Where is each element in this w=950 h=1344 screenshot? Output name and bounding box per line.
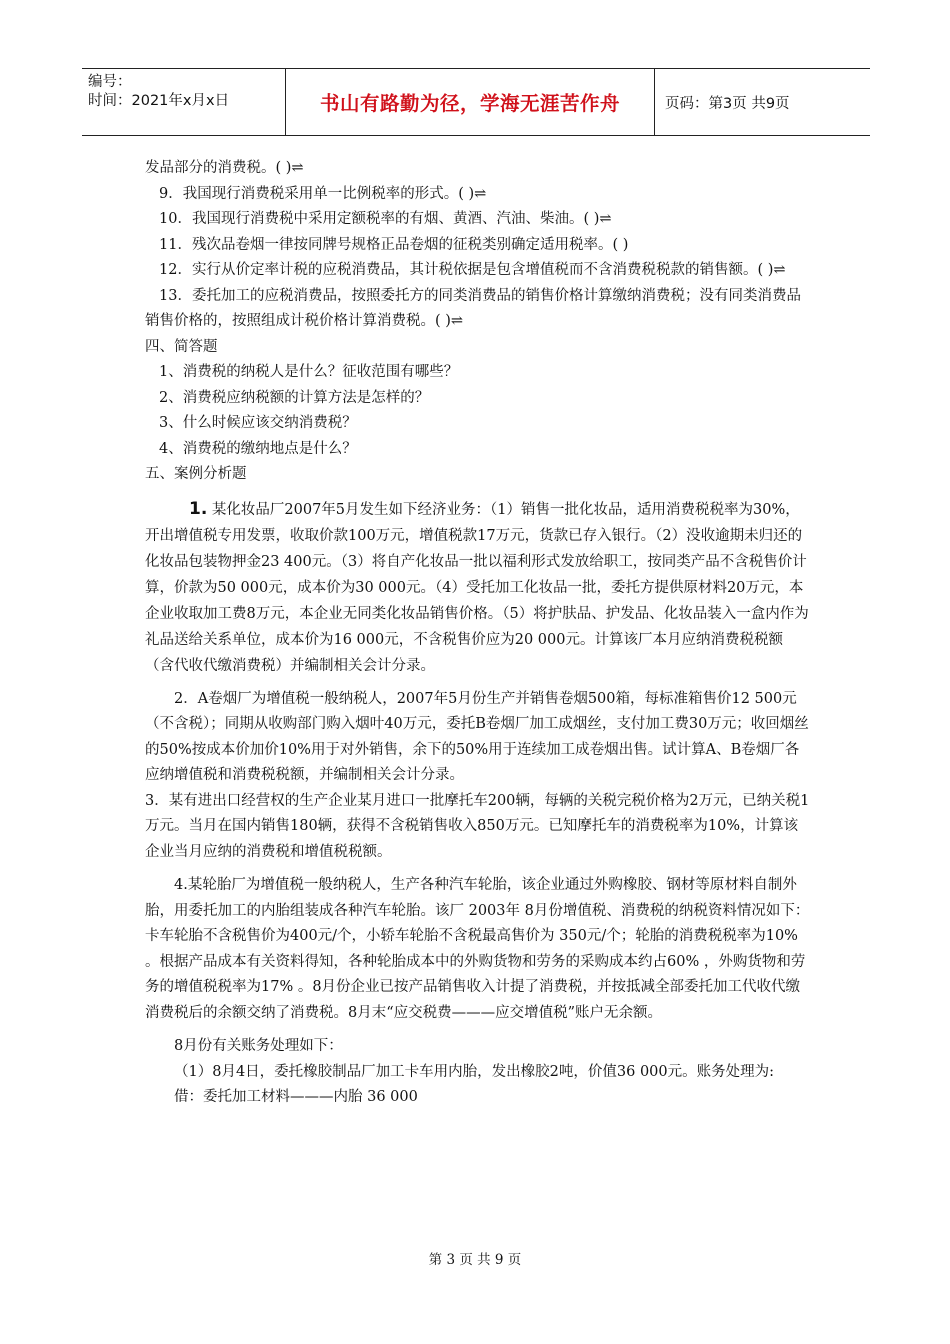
- question-item: 4、消费税的缴纳地点是什么？: [159, 440, 357, 457]
- document-body: [145, 156, 810, 1111]
- case-1: [145, 496, 810, 679]
- august-entry-1: （1）8月4日，委托橡胶制品厂加工卡车用内胎，发出橡胶2吨，价值36 000元。账务处理为:: [174, 1063, 775, 1080]
- true-false-item-12: 12．实行从价定率计税的应税消费品，其计税依据是包含增值税而不含消费税税款的销售额。( )⇌: [159, 262, 786, 278]
- page-header: [82, 68, 870, 136]
- journal-entry-debit: 借：委托加工材料———内胎 36 000: [174, 1089, 418, 1105]
- august-entries-title: 8月份有关账务处理如下：: [174, 1038, 343, 1054]
- section-title-case-analysis: 五、案例分析题: [145, 466, 247, 482]
- case-1-text: 某化妆品厂2007年5月发生如下经济业务：（1）销售一批化妆品，适用消费税税率为30%，开出增值税专用发票，收取价款100万元，增值税款17万元，货款已存入银行。（2）没收逾期未归还的化妆品包装物押金23 400元。（3）将自产化妆品一批以福利形式发放给职工，按同类产品不含税售价计算，价款为50 000元，成本价为30 000元。（4）受托加工化妆品一批，委托方提供原材料20万元，本企业收取加工费8万元，本企业无同类化妆品销售价格。（5）将护肤品、护发品、化妆品装入一盒内作为礼品送给关系单位，成本价为16 000元，不含税售价应为20 000元。计算该厂本月应纳消费税税额（含代收代缴消费税）并编制相关会计分录。: [145, 501, 809, 674]
- true-false-item-13: 13．委托加工的应税消费品，按照委托方的同类消费品的销售价格计算缴纳消费税；没有同类消费品销售价格的，按照组成计税价格计算消费税。( )⇌: [145, 287, 801, 329]
- doc-time-label: 时间：2021年x月x日: [88, 93, 230, 109]
- body-line: 发品部分的消费税。( )⇌: [145, 160, 304, 176]
- header-meta: [82, 69, 285, 135]
- page-footer: 第 3 页 共 9 页: [428, 1252, 522, 1268]
- question-item: 3、什么时候应该交纳消费税？: [159, 415, 357, 431]
- true-false-item-9: 9．我国现行消费税采用单一比例税率的形式。( )⇌: [159, 185, 487, 202]
- true-false-item-11: 11．残次品卷烟一律按同牌号规格正品卷烟的征税类别确定适用税率。( ): [159, 236, 629, 253]
- case-2: 2．A卷烟厂为增值税一般纳税人，2007年5月份生产并销售卷烟500箱，每标准箱售价12 500元（不含税）；同期从收购部门购入烟叶40万元，委托B卷烟厂加工成烟丝，支付加工费30万元；收回烟丝的50%按成本价加价10%用于对外销售，余下的50%用于连续加工成卷烟出售。试计算A、B卷烟厂各应纳增值税和消费税税额，并编制相关会计分录。: [145, 690, 809, 783]
- header-motto-cell: [285, 69, 655, 135]
- question-item: 2、消费税应纳税额的计算方法是怎样的？: [159, 389, 430, 406]
- case-1-number: 1.: [189, 498, 208, 519]
- doc-number-label: 编号：: [88, 74, 132, 90]
- header-page-info: 页码：第3页 共9页: [665, 95, 790, 112]
- case-3: 3．某有进出口经营权的生产企业某月进口一批摩托车200辆，每辆的关税完税价格为2万元，已纳关税1万元。当月在国内销售180辆，获得不含税销售收入850万元。已知摩托车的消费税率为10%，计算该企业当月应纳的消费税和增值税税额。: [145, 792, 810, 860]
- true-false-item-10: 10．我国现行消费税中采用定额税率的有烟、黄酒、汽油、柴油。( )⇌: [159, 211, 612, 227]
- section-title-short-answer: 四、简答题: [145, 338, 218, 355]
- case-4: 4.某轮胎厂为增值税一般纳税人，生产各种汽车轮胎，该企业通过外购橡胶、钢材等原材料自制外胎，用委托加工的内胎组装成各种汽车轮胎。该厂 2003年 8月份增值税、消费税的纳税资料情况如下：卡车轮胎不含税售价为400元/个，小轿车轮胎不含税最高售价为 350元/个；轮胎的消费税税率为10% 。根据产品成本有关资料得知，各种轮胎成本中的外购货物和劳务的采购成本约占60% ，外购货物和劳务的增值税税率为17% 。8月份企业已按产品销售收入计提了消费税，并按抵减全部委托加工代收代缴消费税后的余额交纳了消费税。8月末“应交税费———应交增值税”账户无余额。: [145, 877, 810, 1021]
- header-motto: 书山有路勤为径，学海无涯苦作舟: [319, 92, 620, 115]
- question-item: 1、消费税的纳税人是什么？征收范围有哪些？: [159, 364, 459, 380]
